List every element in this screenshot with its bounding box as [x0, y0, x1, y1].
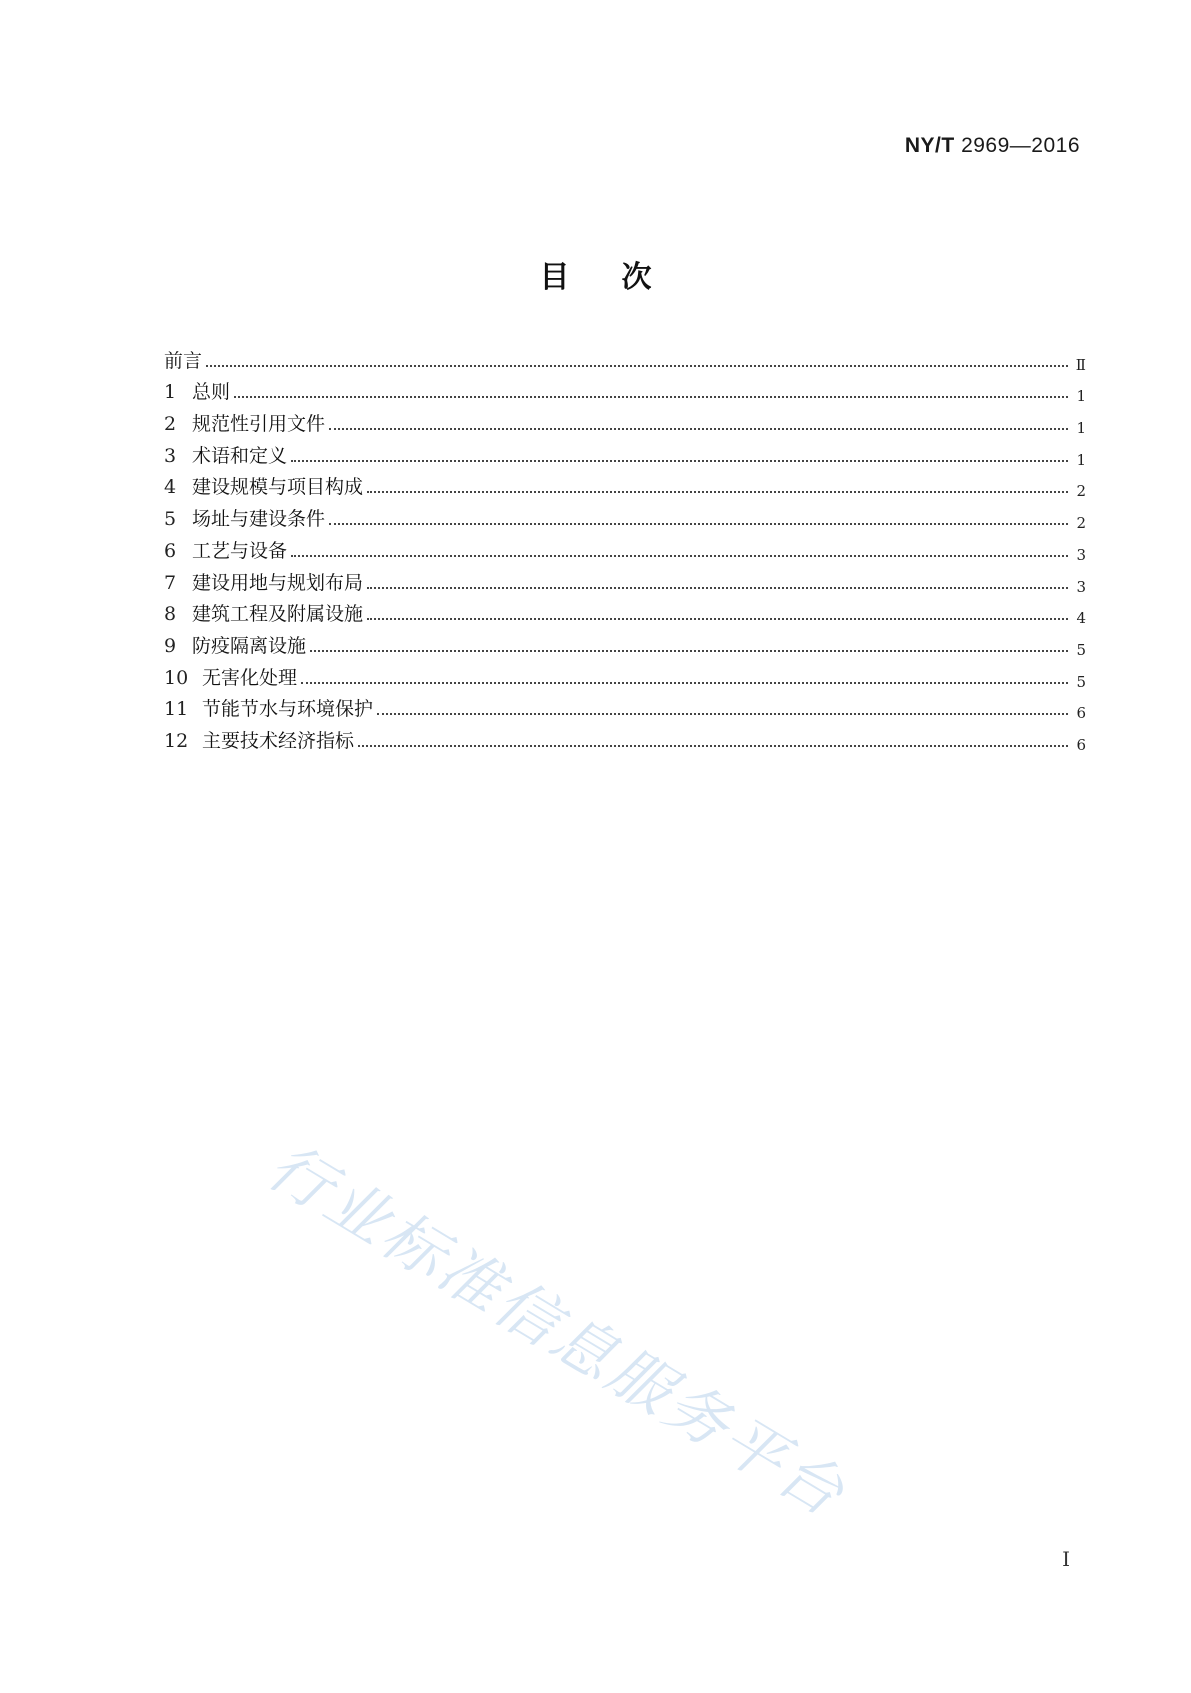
toc-entry-page: 1 — [1076, 450, 1086, 469]
toc-entry-number: 5 — [164, 508, 177, 531]
document-code-agency: NY/T — [904, 134, 955, 157]
toc-entry-title: 主要技术经济指标 — [202, 729, 355, 752]
toc-entry-page: 6 — [1076, 735, 1086, 754]
toc-entry-page: 2 — [1076, 482, 1086, 501]
toc-entry-page: 2 — [1076, 514, 1086, 533]
toc-leader-dots — [358, 743, 1068, 747]
toc-entry-number: 7 — [164, 571, 177, 594]
toc-entry-title: 前言 — [164, 349, 203, 372]
toc-entry-number: 9 — [164, 634, 177, 657]
toc-entry[interactable] — [164, 594, 1086, 626]
toc-entry-title: 节能节水与环境保护 — [202, 698, 374, 721]
toc-entry-number: 1 — [164, 381, 177, 404]
toc-leader-dots — [367, 616, 1068, 620]
toc-entry-page: 4 — [1076, 609, 1086, 628]
toc-entry-page: 3 — [1076, 545, 1086, 564]
toc-leader-dots — [291, 458, 1068, 462]
toc-entry[interactable] — [164, 498, 1086, 533]
toc-entry-number: 6 — [164, 539, 177, 562]
toc-entry[interactable] — [164, 625, 1086, 657]
toc-entry-title: 总则 — [192, 381, 231, 404]
document-code-number: 2969—2016 — [961, 134, 1080, 157]
toc-entry-title: 术语和定义 — [192, 444, 288, 467]
toc-entry-number: 11 — [164, 698, 189, 721]
toc-entry-number: 8 — [164, 603, 177, 626]
toc-leader-dots — [329, 426, 1068, 430]
toc-entry-title: 建设规模与项目构成 — [192, 476, 364, 499]
toc-entry-page: 1 — [1076, 419, 1086, 438]
toc-leader-dots — [234, 394, 1068, 398]
toc-entry-number: 12 — [164, 729, 189, 752]
toc-entry-number: 3 — [164, 444, 177, 467]
toc-entry[interactable] — [164, 657, 1086, 689]
toc-entry-page: 6 — [1076, 704, 1086, 723]
toc-entry-title: 建筑工程及附属设施 — [192, 603, 364, 626]
toc-entry[interactable] — [164, 372, 1086, 404]
toc-entry-page: 3 — [1076, 577, 1086, 596]
toc-entry-number: 4 — [164, 476, 177, 499]
toc-leader-dots — [206, 363, 1068, 367]
toc-leader-dots — [291, 553, 1068, 557]
document-code — [900, 134, 1080, 158]
page-number: Ⅰ — [1062, 1547, 1070, 1571]
toc-entry[interactable] — [164, 720, 1086, 752]
toc-entry[interactable] — [164, 340, 1086, 372]
toc-entry-number: 2 — [164, 413, 177, 436]
table-of-contents — [164, 340, 1086, 752]
page-title-char-1: 目 — [539, 260, 570, 295]
toc-entry-title: 场址与建设条件 — [192, 508, 326, 531]
toc-entry-page: 1 — [1076, 387, 1086, 406]
toc-entry[interactable] — [164, 562, 1086, 594]
toc-entry-title: 防疫隔离设施 — [192, 634, 307, 657]
toc-leader-dots — [367, 585, 1068, 589]
page-title-char-2: 次 — [621, 260, 652, 295]
toc-leader-dots — [367, 489, 1068, 493]
watermark: 行业标准信息服务平台 — [255, 1129, 860, 1532]
toc-entry-title: 建设用地与规划布局 — [192, 571, 364, 594]
toc-entry[interactable] — [164, 467, 1086, 499]
toc-entry[interactable] — [164, 530, 1086, 562]
toc-entry-title: 无害化处理 — [202, 666, 298, 689]
toc-entry-title: 工艺与设备 — [192, 539, 288, 562]
toc-entry[interactable] — [164, 435, 1086, 467]
toc-leader-dots — [329, 521, 1068, 525]
toc-entry-page: 5 — [1076, 640, 1086, 659]
toc-entry-page: Ⅱ — [1075, 355, 1086, 374]
toc-entry-title: 规范性引用文件 — [192, 413, 326, 436]
toc-entry[interactable] — [164, 689, 1086, 721]
toc-entry-number: 10 — [164, 666, 189, 689]
toc-leader-dots — [377, 711, 1068, 715]
toc-entry[interactable] — [164, 403, 1086, 438]
toc-entry-page: 5 — [1076, 672, 1086, 691]
toc-leader-dots — [310, 648, 1068, 652]
toc-leader-dots — [301, 680, 1068, 684]
page-title — [0, 252, 1191, 296]
